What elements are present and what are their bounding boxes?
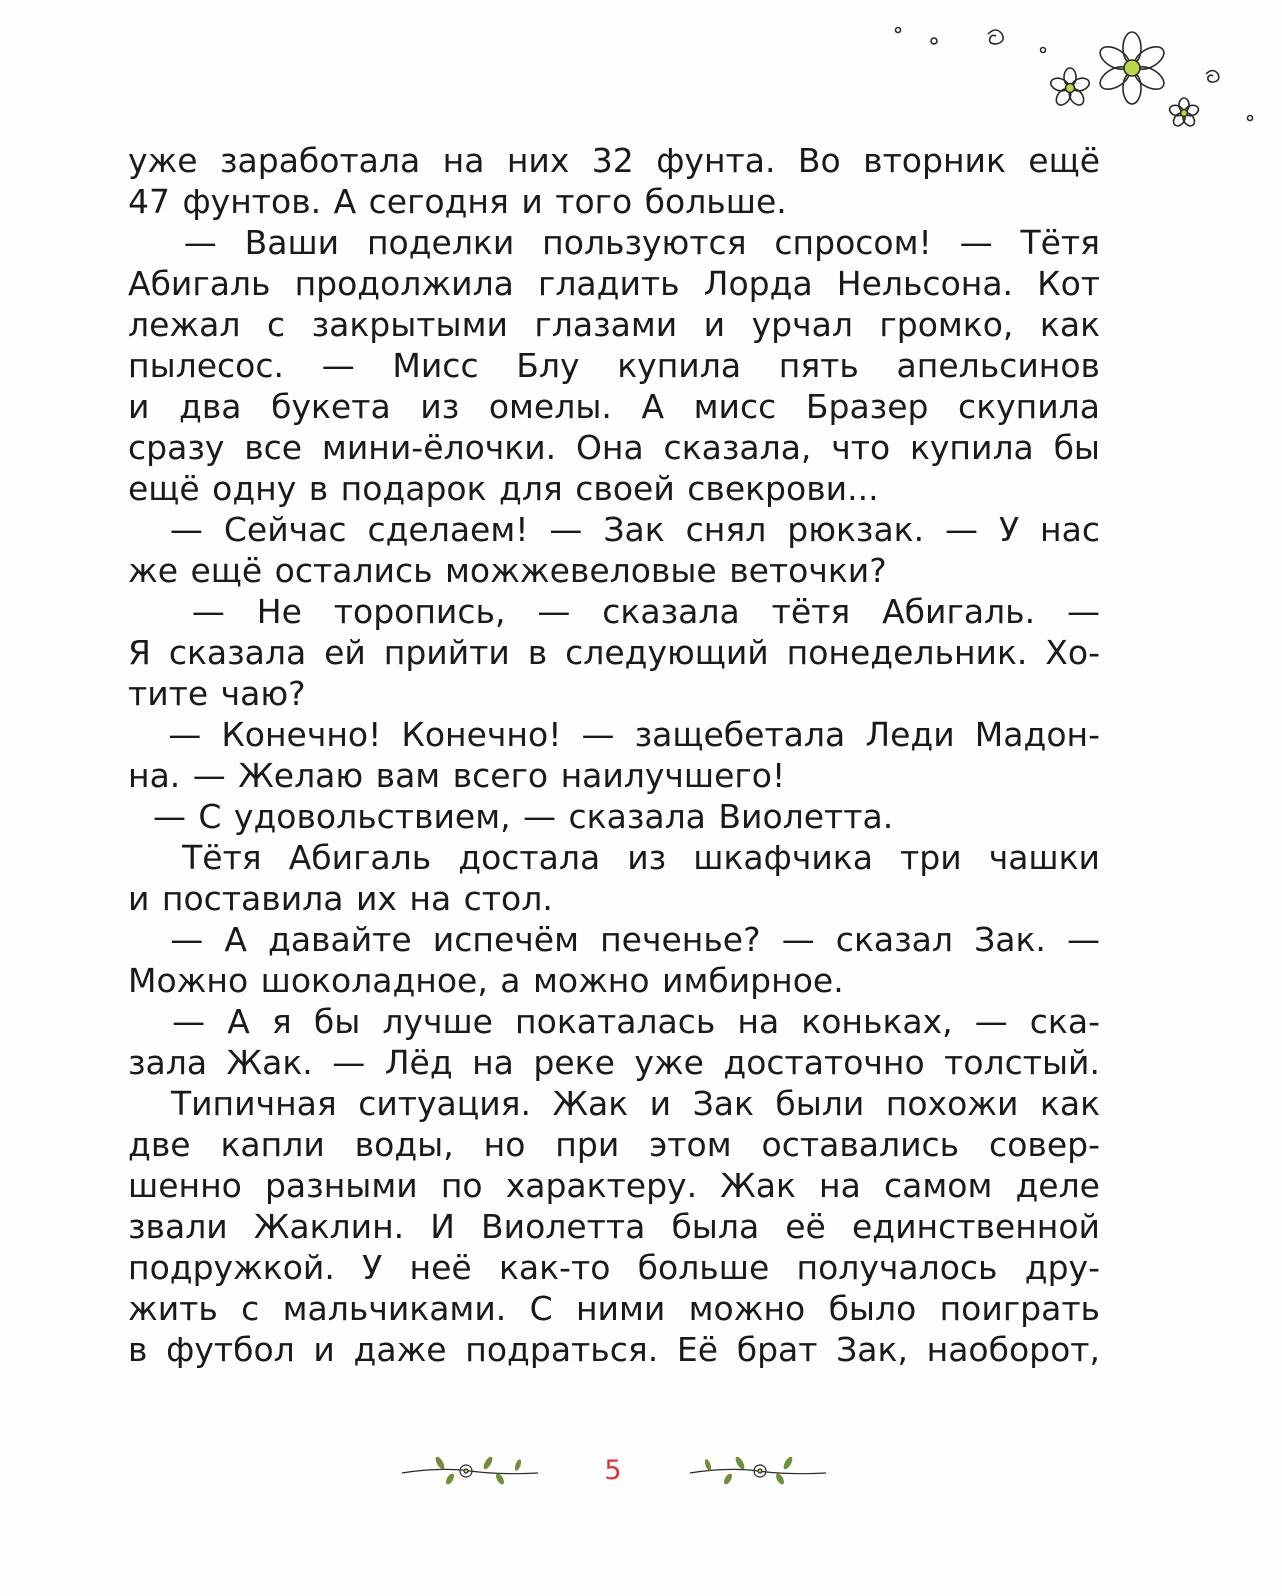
- text-line: ещё одну в подарок для своей свекрови...: [128, 469, 879, 508]
- text-line: лежал с закрытыми глазами и урчал громко, как: [128, 305, 1100, 344]
- text-line: сразу все мини-ёлочки. Она сказала, что купила бы: [128, 428, 1100, 467]
- text-line: пылесос. — Мисс Блу купила пять апельсинов: [128, 346, 1100, 385]
- text-line: звали Жаклин. И Виолетта была её единственной: [128, 1207, 1100, 1246]
- body-text: [128, 140, 1100, 1370]
- text-line: и два букета из омелы. А мисс Бразер скупила: [128, 387, 1100, 426]
- text-line: подружкой. У неё как-то больше получалось дру-: [128, 1248, 1100, 1287]
- text-line: и поставила их на стол.: [128, 879, 553, 918]
- text-line: — А я бы лучше покаталась на коньках, — ска-: [128, 1002, 1100, 1041]
- text-line: Абигаль продолжила гладить Лорда Нельсона. Кот: [128, 264, 1100, 303]
- daisy-flowers-icon: [880, 10, 1280, 140]
- text-line: — А давайте испечём печенье? — сказал Зак. —: [128, 920, 1100, 959]
- page-number: 5: [604, 1455, 622, 1486]
- text-line: 47 фунтов. А сегодня и того больше.: [128, 182, 787, 221]
- text-line: Типичная ситуация. Жак и Зак были похожи как: [128, 1084, 1100, 1123]
- text-line: же ещё остались можжевеловые веточки?: [128, 551, 887, 590]
- text-line: шенно разными по характеру. Жак на самом деле: [128, 1166, 1100, 1205]
- text-line: две капли воды, но при этом оставались совер-: [128, 1125, 1100, 1164]
- text-line: — Конечно! Конечно! — защебетала Леди Мадон-: [128, 715, 1100, 754]
- text-line: уже заработала на них 32 фунта. Во вторник ещё: [128, 141, 1100, 180]
- text-line: в футбол и даже подраться. Её брат Зак, наоборот,: [128, 1330, 1100, 1369]
- text-line: на. — Желаю вам всего наилучшего!: [128, 756, 786, 795]
- vine-ornament-icon: [400, 1449, 540, 1493]
- text-line: — Сейчас сделаем! — Зак снял рюкзак. — У нас: [128, 510, 1100, 549]
- text-line: жить с мальчиками. С ними можно было поиграть: [128, 1289, 1100, 1328]
- text-line: тите чаю?: [128, 674, 306, 713]
- text-line: — Не торопись, — сказала тётя Абигаль. —: [128, 592, 1100, 631]
- text-line: — С удовольствием, — сказала Виолетта.: [128, 797, 894, 836]
- text-line: — Ваши поделки пользуются спросом! — Тётя: [128, 223, 1100, 262]
- vine-ornament-icon: [688, 1449, 828, 1493]
- text-line: Я сказала ей прийти в следующий понедельник. Хо-: [128, 633, 1100, 672]
- text-line: Можно шоколадное, а можно имбирное.: [128, 961, 844, 1000]
- text-line: зала Жак. — Лёд на реке уже достаточно толстый.: [128, 1043, 1100, 1082]
- page-footer: [0, 1445, 1282, 1505]
- text-line: Тётя Абигаль достала из шкафчика три чашки: [128, 838, 1100, 877]
